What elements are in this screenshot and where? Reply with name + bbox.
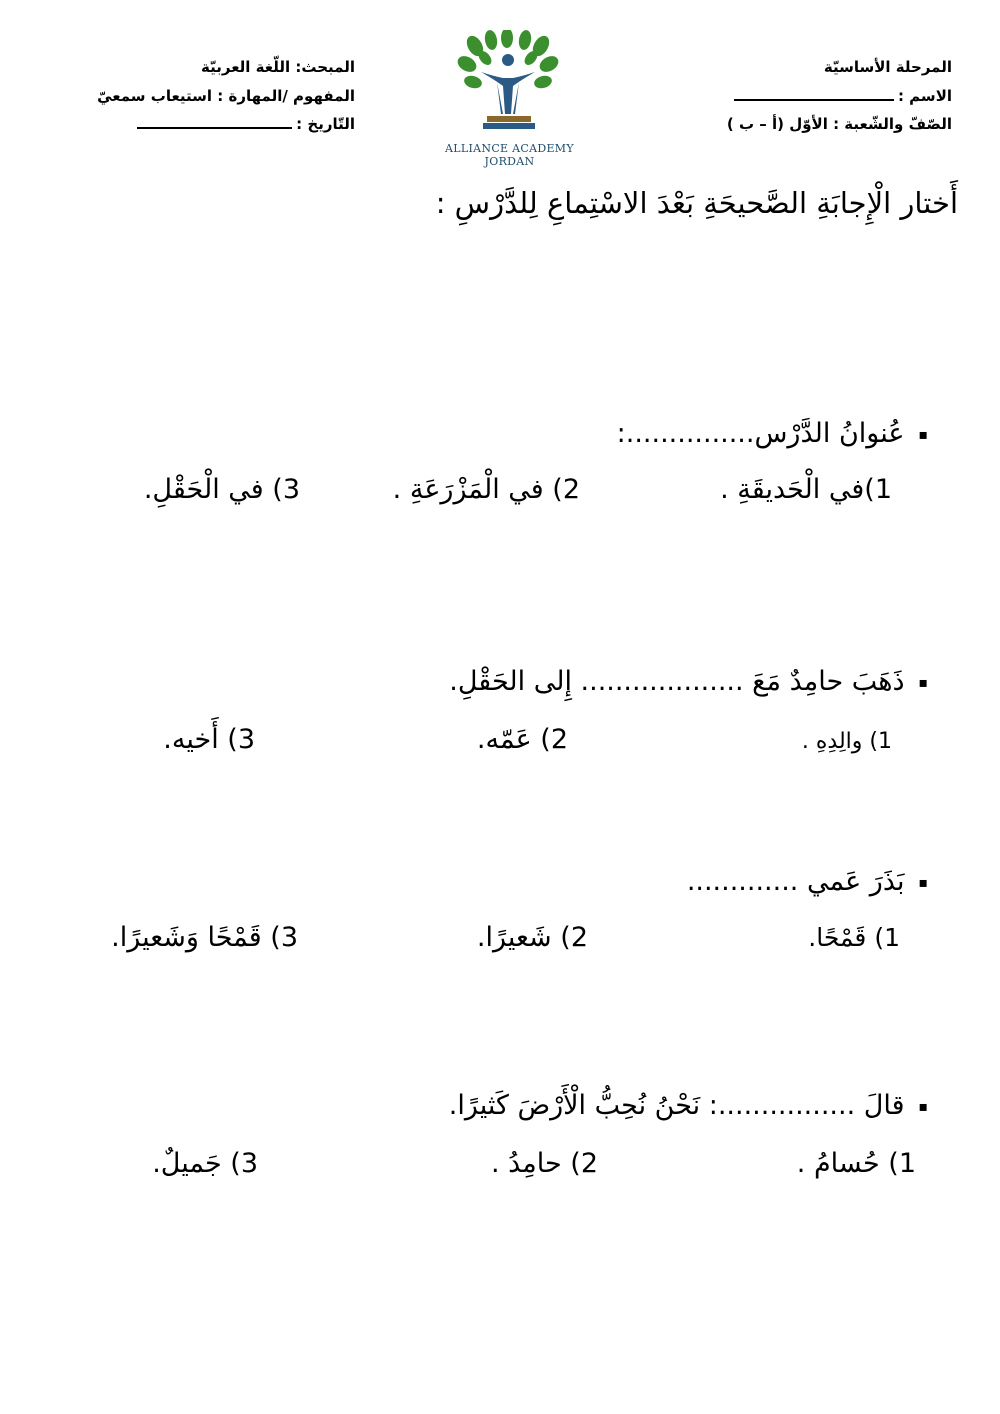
question-3 (687, 866, 928, 897)
logo-text-line2: JORDAN (484, 155, 535, 168)
question-4-text: قالَ ................: نَحْنُ نُحِبُّ الْأَرْضَ كَثيرًا. (448, 1090, 905, 1121)
bullet-icon: ▪ (918, 1098, 928, 1115)
question-2 (449, 666, 928, 697)
question-3-option-2[interactable]: 2) شَعيرًا. (476, 922, 588, 953)
subject-label: المبحث: اللّغة العربيّة (201, 58, 355, 76)
question-2-text: ذَهَبَ حامِدٌ مَعَ ................... إِلى الحَقْلِ. (449, 666, 905, 697)
question-1 (617, 418, 928, 449)
date-label: التّاريخ : (296, 115, 355, 133)
question-4-option-3[interactable]: 3) جَميلٌ. (152, 1148, 258, 1179)
name-blank-line[interactable] (734, 87, 894, 101)
school-logo (437, 30, 582, 170)
instruction-heading: أَختار الْإِجابَةِ الصَّحيحَةِ بَعْدَ الاسْتِماعِ لِلدَّرْسِ : (435, 186, 958, 220)
stage-label: المرحلة الأساسيّة (823, 58, 952, 76)
question-4-option-2[interactable]: 2) حامِدُ . (490, 1148, 598, 1179)
bullet-icon: ▪ (918, 674, 928, 691)
bullet-icon: ▪ (918, 426, 928, 443)
question-4 (449, 1090, 928, 1121)
skill-label: المفهوم /المهارة : استيعاب سمعيّ (97, 87, 355, 105)
name-label: الاسم : (897, 87, 952, 105)
logo-text-line1: ALLIANCE ACADEMY (445, 142, 574, 155)
question-1-text: عُنوانُ الدَّرْس...............: (616, 418, 905, 449)
question-3-option-1[interactable]: 1) قَمْحًا. (808, 923, 900, 952)
date-blank-line[interactable] (137, 115, 292, 129)
question-2-option-3[interactable]: 3) أَخيه. (163, 724, 255, 755)
bullet-icon: ▪ (918, 874, 928, 891)
question-3-option-3[interactable]: 3) قَمْحًا وَشَعيرًا. (111, 922, 298, 953)
question-1-option-3[interactable]: 3) في الْحَقْلِ. (143, 474, 300, 505)
question-3-text: بَذَرَ عَمي ............. (686, 866, 905, 897)
date-field-row (137, 114, 355, 134)
name-field-row (734, 86, 952, 106)
class-label: الصّفّ والشّعبة : الأوّل (أ – ب ) (726, 115, 952, 133)
question-1-option-2[interactable]: 2) في الْمَزْرَعَةِ . (392, 474, 580, 505)
question-2-option-1[interactable]: 1) والِدِهِ . (801, 729, 892, 754)
question-1-option-1[interactable]: 1)في الْحَديقَةِ . (720, 474, 892, 505)
question-2-option-2[interactable]: 2) عَمّه. (476, 724, 568, 755)
question-4-option-1[interactable]: 1) حُسامُ . (796, 1148, 916, 1179)
tree-logo-icon (437, 30, 582, 138)
